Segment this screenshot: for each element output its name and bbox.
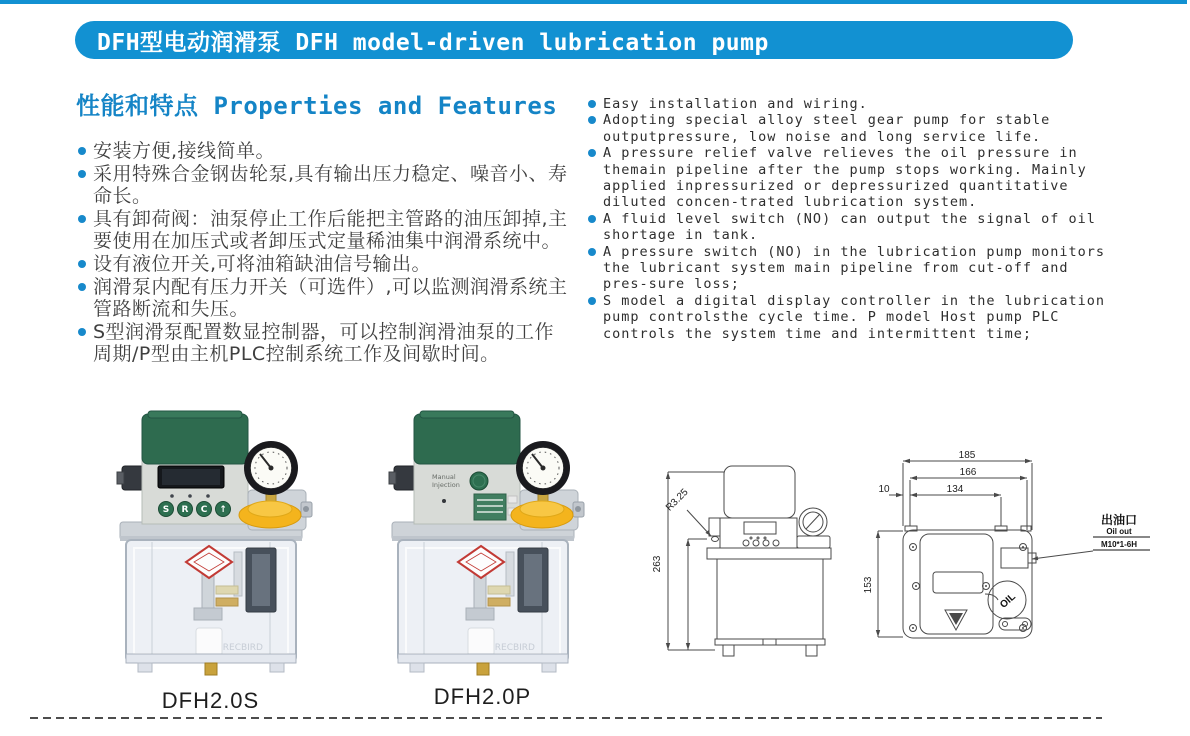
dim-text-10: 10 xyxy=(878,484,890,495)
drain-fitting xyxy=(477,663,489,675)
dim-text-hole: R3.25 xyxy=(663,486,691,514)
button-label: R xyxy=(181,505,189,515)
button-label: S xyxy=(162,505,170,515)
pump-illustration xyxy=(108,402,313,692)
feature-text: 采用特殊合金钢齿轮泵,具有输出压力稳定、噪音小、寿命长。 xyxy=(93,163,568,207)
display-outline xyxy=(744,522,776,534)
bullet-icon xyxy=(78,260,86,268)
bullet-icon xyxy=(78,215,86,223)
dim-text-166: 166 xyxy=(959,467,977,478)
product-photo-dfh2-0p xyxy=(380,402,585,692)
indicator-led xyxy=(170,494,174,498)
top-view-svg xyxy=(855,448,1165,663)
pump-illustration xyxy=(380,402,585,692)
float-switch xyxy=(468,628,494,656)
indicator-led xyxy=(442,499,446,503)
product-label-dfh2-0p: DFH2.0P xyxy=(433,684,532,709)
motor-cover xyxy=(414,414,520,464)
feature-item-en xyxy=(588,145,1108,211)
oil-tank xyxy=(398,540,568,663)
tank-outline xyxy=(717,559,823,639)
outlet-thread: M10*1-6H xyxy=(1100,540,1138,549)
feature-text: S型润滑泵配置数显控制器，可以控制润滑油泵的工作周期/P型由主机PLC控制系统工作及间歇时间。 xyxy=(93,321,555,365)
deck-outline xyxy=(707,548,831,559)
bullet-icon xyxy=(588,149,596,157)
dim-text-185: 185 xyxy=(958,450,976,461)
outlet-label-cn: 出油口 xyxy=(1100,513,1138,527)
indicator-led xyxy=(188,494,192,498)
feature-text: S model a digital display controller in the lubrication pump controlsthe cycle time. P model Host pump PLC controls the system time and intermittent time; xyxy=(603,292,1106,342)
float-switch xyxy=(196,628,222,656)
bullet-icon xyxy=(588,100,596,108)
dim-text-134: 134 xyxy=(946,484,964,495)
spec-sticker xyxy=(474,494,506,520)
mount-hole xyxy=(712,537,719,542)
feature-item-cn xyxy=(78,253,572,275)
body-outline xyxy=(903,530,1032,638)
cable-connector xyxy=(394,466,416,490)
gauge-assembly xyxy=(239,441,312,530)
cable-connector xyxy=(122,466,144,490)
bullet-icon xyxy=(588,215,596,223)
feature-text: Easy installation and wiring. xyxy=(603,96,868,112)
features-list-cn xyxy=(78,140,572,366)
indicator-led xyxy=(206,494,210,498)
feature-item-cn xyxy=(78,140,572,162)
feature-text: 具有卸荷阀：油泵停止工作后能把主管路的油压卸掉,主要使用在加压式或者卸压式定量稀油集中润滑系统中。 xyxy=(93,208,568,252)
top-accent-line xyxy=(0,0,1187,4)
page-title: DFH型电动润滑泵 DFH model-driven lubrication pump xyxy=(97,29,769,56)
bullet-icon xyxy=(588,248,596,256)
mount-bracket xyxy=(709,518,720,536)
bullet-icon xyxy=(588,297,596,305)
feature-item-cn xyxy=(78,163,572,207)
feature-item-en xyxy=(588,244,1108,293)
foot xyxy=(270,663,284,672)
brand-watermark: RECBIRD xyxy=(494,643,535,653)
product-photo-dfh2-0s xyxy=(108,402,313,692)
dim-text-153: 153 xyxy=(863,576,874,594)
section-title: 性能和特点 Properties and Features xyxy=(76,92,558,120)
front-view-svg xyxy=(645,452,850,667)
feature-text: 安装方便,接线简单。 xyxy=(93,140,276,162)
bullet-icon xyxy=(78,147,86,155)
drawing-top-view xyxy=(855,448,1165,667)
pump-head xyxy=(389,411,520,524)
foot xyxy=(138,663,152,672)
oil-tank xyxy=(126,540,296,663)
feature-text: 润滑泵内配有压力开关（可选件）,可以监测润滑系统主管路断流和失压。 xyxy=(93,276,568,320)
product-label-dfh2-0s: DFH2.0S xyxy=(161,688,260,713)
window-outline xyxy=(933,572,983,593)
title-banner xyxy=(75,21,1073,59)
bullet-icon xyxy=(78,170,86,178)
feature-item-cn xyxy=(78,276,572,320)
bullet-icon xyxy=(588,116,596,124)
feature-item-cn xyxy=(78,208,572,252)
bullet-icon xyxy=(78,328,86,336)
feature-text: Adopting special alloy steel gear pump for stable outputpressure, low noise and long service life. xyxy=(603,112,1051,145)
motor-outline xyxy=(724,466,795,518)
features-list-en xyxy=(588,96,1108,342)
pump-head xyxy=(117,411,248,524)
panel-text: Injection xyxy=(432,481,460,489)
drain-fitting xyxy=(205,663,217,675)
feature-text: A pressure switch (NO) in the lubrication pump monitors the lubricant system main pipeline from cut-off and pres-sure loss; xyxy=(603,243,1106,293)
foot xyxy=(410,663,424,672)
feature-item-en xyxy=(588,211,1108,244)
dim-text-height: 263 xyxy=(652,555,663,573)
feature-item-en xyxy=(588,293,1108,342)
drawing-front-view xyxy=(645,452,850,671)
leader-line xyxy=(1032,551,1093,559)
bottom-divider xyxy=(30,717,1102,719)
feature-item-en xyxy=(588,112,1108,145)
feature-item-en xyxy=(588,96,1108,112)
brand-watermark: RECBIRD xyxy=(222,643,263,653)
panel-text: Manual xyxy=(432,473,456,481)
feature-text: A fluid level switch (NO) can output the signal of oil shortage in tank. xyxy=(603,210,1096,244)
feature-text: A pressure relief valve relieves the oil pressure in themain pipeline after the pump stops working. Mainly applied inpressurized or depressurized quantitative diluted concen-trated lubrication system. xyxy=(603,145,1087,211)
feature-text: 设有液位开关,可将油箱缺油信号输出。 xyxy=(93,253,432,275)
oil-mark: OIL xyxy=(998,591,1018,611)
button-label: C xyxy=(200,505,208,515)
gauge-assembly xyxy=(511,441,584,530)
outlet-box xyxy=(1001,548,1028,568)
outlet-label-en: Oil out xyxy=(1106,527,1132,536)
bullet-icon xyxy=(78,283,86,291)
motor-cover xyxy=(142,414,248,464)
button-label: ↑ xyxy=(219,505,227,515)
foot xyxy=(542,663,556,672)
feature-item-cn xyxy=(78,321,572,365)
